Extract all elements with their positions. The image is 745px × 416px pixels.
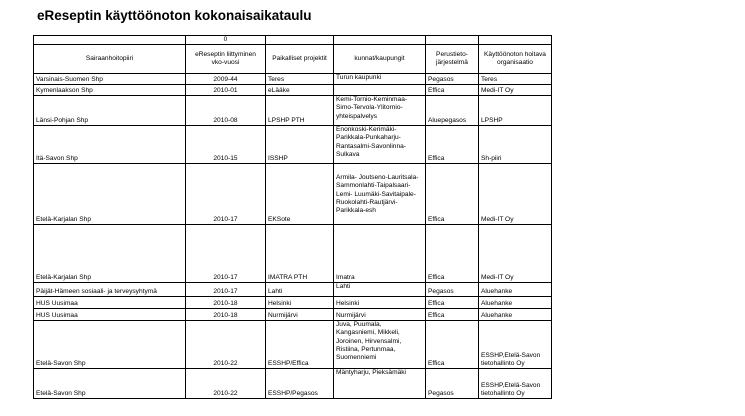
cell-shp: Länsi-Pohjan Shp bbox=[34, 96, 186, 126]
table-row bbox=[34, 369, 552, 399]
table-row bbox=[34, 297, 552, 309]
schedule-table bbox=[33, 35, 552, 399]
cell-week: 2010-15 bbox=[186, 126, 266, 164]
cell-perus: Effica bbox=[426, 309, 479, 321]
cell-perus: Pegasos bbox=[426, 74, 479, 85]
table-row bbox=[34, 126, 552, 164]
header-kunnat: kunnat/kaupungit bbox=[334, 45, 426, 74]
cell-kunnat: Enonkoski-Kerimäki-Parikkala-Punkaharju-Rantasalmi-Savonlinna-Sulkava bbox=[334, 126, 426, 164]
cell-shp: Etelä-Karjalan Shp bbox=[34, 164, 186, 225]
cell-week: 2010-17 bbox=[186, 164, 266, 225]
cell-org: Aluehanke bbox=[479, 297, 552, 309]
table-row bbox=[34, 225, 552, 283]
table-row bbox=[34, 74, 552, 85]
cell-shp: Etelä-Savon Shp bbox=[34, 369, 186, 399]
table-row bbox=[34, 85, 552, 96]
cell-org: Sh-piiri bbox=[479, 126, 552, 164]
cell-org: ESSHP,Etelä-Savon tietohallinto Oy bbox=[479, 321, 552, 369]
cell-project: eLääke bbox=[266, 85, 334, 96]
cell-perus: Aluepegasos bbox=[426, 96, 479, 126]
table-row bbox=[34, 164, 552, 225]
cell-project: Teres bbox=[266, 74, 334, 85]
cell-kunnat: Kemi-Tornio-Keminmaa-Simo-Tervola-Ylitornio-yhteispalvelys bbox=[334, 96, 426, 126]
cell-week: 2010-01 bbox=[186, 85, 266, 96]
cell-org: Aluehanke bbox=[479, 309, 552, 321]
cell-week: 2010-18 bbox=[186, 309, 266, 321]
cell-project: Lahti bbox=[266, 283, 334, 297]
cell-shp: Itä-Savon Shp bbox=[34, 126, 186, 164]
cell-shp: HUS Uusimaa bbox=[34, 309, 186, 321]
cell-project: ISSHP bbox=[266, 126, 334, 164]
cell-perus: Effica bbox=[426, 321, 479, 369]
cell-kunnat bbox=[334, 85, 426, 96]
header-shp: Sairaanhoitopiiri bbox=[34, 45, 186, 74]
cell-kunnat: Helsinki bbox=[334, 297, 426, 309]
cell-kunnat: Armila- Joutseno-Lauritsala- Sammonlahti-Taipalsaari-Lemi- Luumäki-Savitaipale- Ruokolahti-Rautjärvi- Parikkala-esh bbox=[334, 164, 426, 225]
top-marker: 0 bbox=[186, 36, 266, 45]
cell-shp: Varsinais-Suomen Shp bbox=[34, 74, 186, 85]
cell-perus: Effica bbox=[426, 126, 479, 164]
cell-kunnat: Turun kaupunki bbox=[334, 74, 426, 85]
cell-perus: Pegasos bbox=[426, 369, 479, 399]
cell-org: Teres bbox=[479, 74, 552, 85]
cell-kunnat: Mäntyharju, Pieksämäki bbox=[334, 369, 426, 399]
cell-org: Medi-IT Oy bbox=[479, 85, 552, 96]
cell-perus: Pegasos bbox=[426, 283, 479, 297]
cell-week: 2010-08 bbox=[186, 96, 266, 126]
cell-org: ESSHP,Etelä-Savon tietohallinto Oy bbox=[479, 369, 552, 399]
table-row bbox=[34, 321, 552, 369]
cell-week: 2010-22 bbox=[186, 321, 266, 369]
cell-project: Helsinki bbox=[266, 297, 334, 309]
cell-org: Medi-IT Oy bbox=[479, 164, 552, 225]
cell-shp: Kymenlaakson Shp bbox=[34, 85, 186, 96]
cell-project: Nurmijärvi bbox=[266, 309, 334, 321]
cell-project: LPSHP PTH bbox=[266, 96, 334, 126]
cell-org: LPSHP bbox=[479, 96, 552, 126]
cell-week: 2010-22 bbox=[186, 369, 266, 399]
cell-week: 2010-18 bbox=[186, 297, 266, 309]
cell-shp: Päijät-Hämeen sosiaali- ja terveysyhtymä bbox=[34, 283, 186, 297]
cell-perus: Effica bbox=[426, 297, 479, 309]
cell-kunnat: Juva, Puumala, Kangasniemi, Mikkeli, Joroinen, Hirvensalmi, Ristiina, Pertunmaa, Suomenniemi bbox=[334, 321, 426, 369]
cell-perus: Effica bbox=[426, 85, 479, 96]
header-project: Paikalliset projektit bbox=[266, 45, 334, 74]
cell-kunnat: Nurmijärvi bbox=[334, 309, 426, 321]
header-perus: Perustieto-järjestelmä bbox=[426, 45, 479, 74]
cell-shp: Etelä-Savon Shp bbox=[34, 321, 186, 369]
cell-org: Aluehanke bbox=[479, 283, 552, 297]
header-row bbox=[34, 45, 552, 74]
cell-kunnat: Imatra bbox=[334, 225, 426, 283]
cell-week: 2010-17 bbox=[186, 283, 266, 297]
cell-project: ESSHP/Effica bbox=[266, 321, 334, 369]
cell-kunnat: Lahti bbox=[334, 283, 426, 297]
table-row bbox=[34, 309, 552, 321]
cell-week: 2009-44 bbox=[186, 74, 266, 85]
cell-project: EKSote bbox=[266, 164, 334, 225]
cell-project: IMATRA PTH bbox=[266, 225, 334, 283]
cell-perus: Effica bbox=[426, 164, 479, 225]
table-row bbox=[34, 283, 552, 297]
cell-shp: HUS Uusimaa bbox=[34, 297, 186, 309]
cell-project: ESSHP/Pegasos bbox=[266, 369, 334, 399]
page-title: eReseptin käyttöönoton kokonaisaikataulu bbox=[37, 8, 312, 23]
cell-perus: Effica bbox=[426, 225, 479, 283]
cell-week: 2010-17 bbox=[186, 225, 266, 283]
table-row bbox=[34, 96, 552, 126]
marker-row bbox=[34, 36, 552, 45]
cell-org: Medi-IT Oy bbox=[479, 225, 552, 283]
header-week: eReseptin liittyminen vko-vuosi bbox=[186, 45, 266, 74]
header-org: Käyttöönoton hoitava organisaatio bbox=[479, 45, 552, 74]
cell-shp: Etelä-Karjalan Shp bbox=[34, 225, 186, 283]
